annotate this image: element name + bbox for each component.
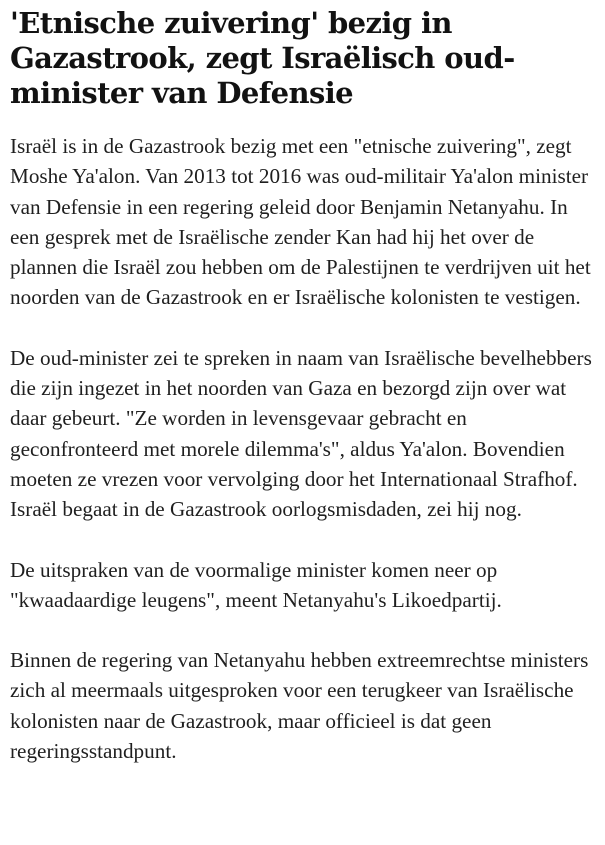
article-headline: 'Etnische zuivering' bezig in Gazastrook, zegt Israëlisch oud-minister van Defensie [10, 6, 515, 110]
article-paragraph-2: De oud-minister zei te spreken in naam van Israëlische bevelhebbers die zijn ingezet in het noorden van Gaza en bezorgd zijn over wat daar gebeurt. "Ze worden in levensgevaar gebracht en geconfronteerd met morele dilemma's", aldus Ya'alon. Bovendien moeten ze vrezen voor vervolging door het Internationaal Strafhof. Israël begaat in de Gazastrook oorlogsmisdaden, zei hij nog. [10, 345, 592, 522]
article-paragraph-4: Binnen de regering van Netanyahu hebben extreemrechtse ministers zich al meermaals uitgesproken voor een terugkeer van Israëlische kolonisten naar de Gazastrook, maar officieel is dat geen regeringsstandpunt. [10, 648, 589, 764]
article-paragraph-3: De uitspraken van de voormalige minister komen neer op "kwaadaardige leugens", meent Netanyahu's Likoedpartij. [10, 557, 502, 612]
article-paragraph-1: Israël is in de Gazastrook bezig met een "etnische zuivering", zegt Moshe Ya'alon. Van 2013 tot 2016 was oud-militair Ya'alon minister van Defensie in een regering geleid door Benjamin Netanyahu. In een gesprek met de Israëlische zender Kan had hij het over de plannen die Israël zou hebben om de Palestijnen te verdrijven uit het noorden van de Gazastrook en er Israëlische kolonisten te vestigen. [10, 134, 591, 310]
